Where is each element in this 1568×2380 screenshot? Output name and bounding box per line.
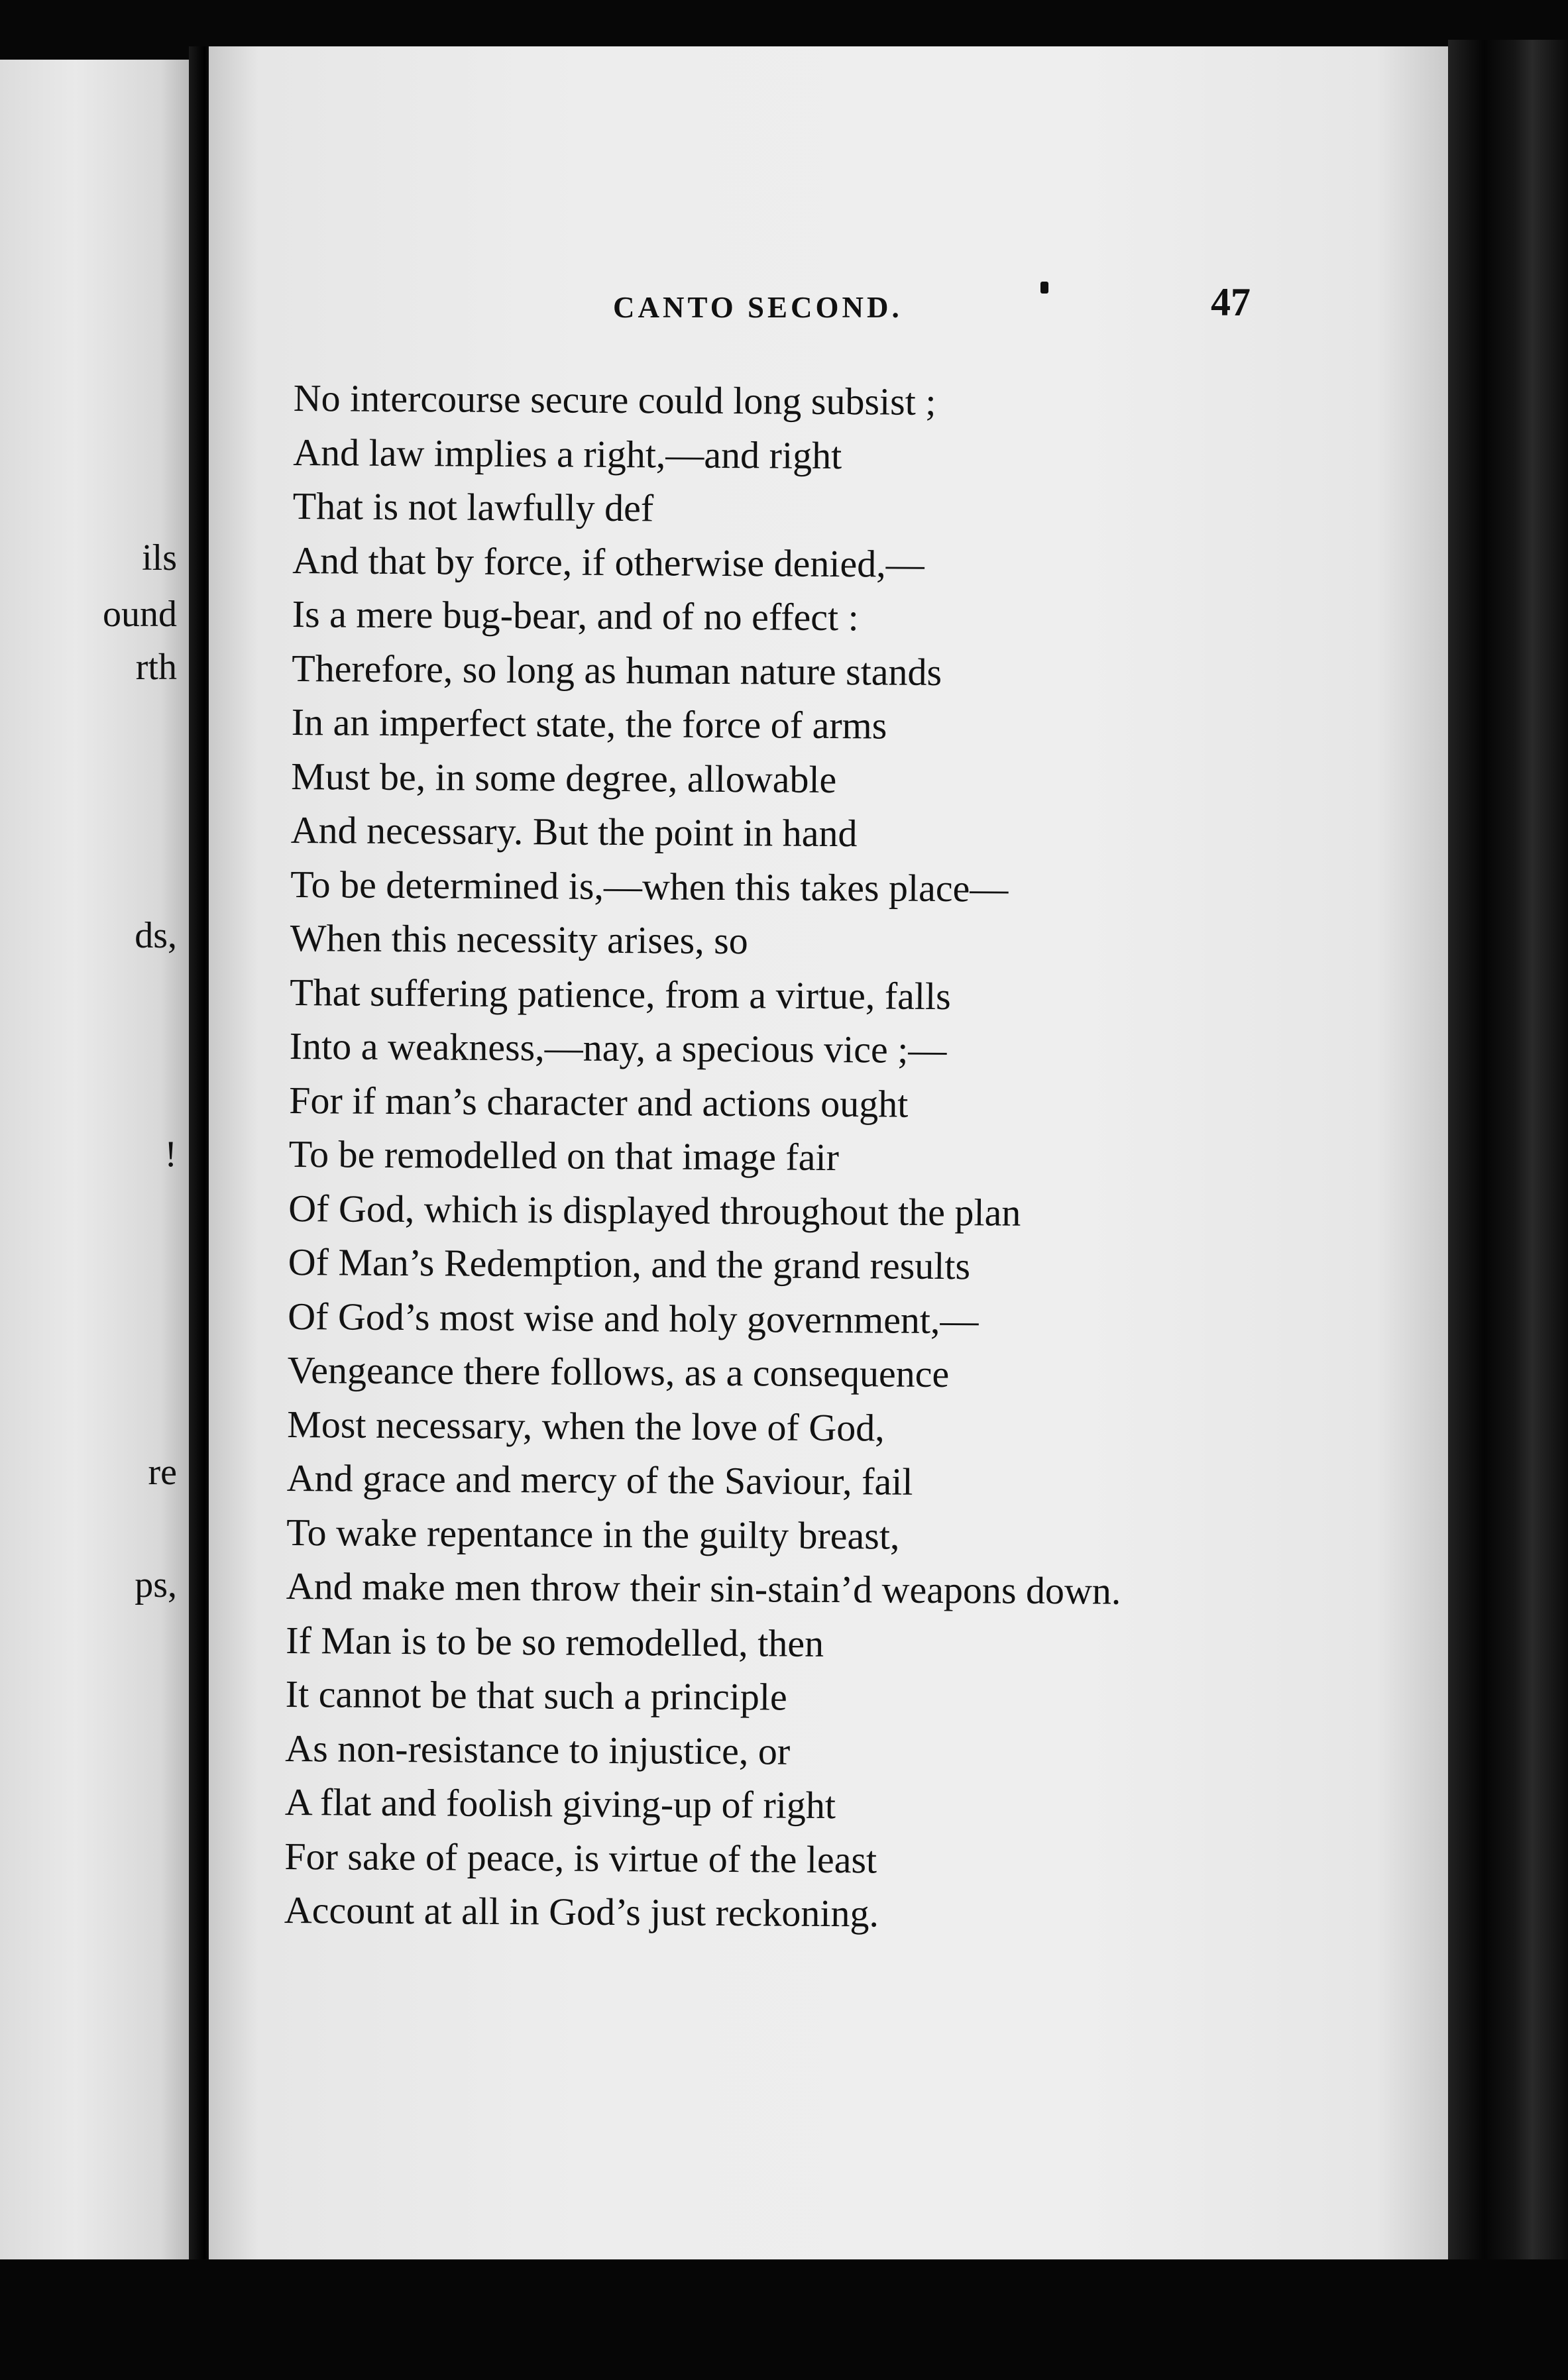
poem-line: No intercourse secure could long subsist ; (293, 376, 936, 423)
poem-line: Of Man’s Redemption, and the grand results (288, 1240, 971, 1288)
poem-text (284, 371, 1387, 1944)
poem-line: To be remodelled on that image fair (288, 1132, 840, 1179)
poem-line: And that by force, if otherwise denied,— (292, 538, 924, 586)
poem-line: That suffering patience, from a virtue, falls (290, 970, 951, 1018)
left-page-fragment: ! (164, 1134, 177, 1175)
left-page-fragment: ils (142, 537, 177, 578)
poem-line: For sake of peace, is virtue of the least (284, 1834, 877, 1881)
poem-line: Therefore, so long as human nature stands (292, 646, 942, 694)
poem-line: When this necessity arises, so (290, 916, 748, 963)
poem-line: Into a weakness,—nay, a specious vice ;— (289, 1024, 947, 1072)
left-page-text-fragments (0, 60, 189, 2299)
running-head: CANTO SECOND. (613, 291, 903, 324)
binding-edge (1448, 40, 1568, 2380)
poem-line: In an imperfect state, the force of arms (291, 700, 887, 747)
left-page-fragment: rth (135, 647, 177, 688)
poem-line: Of God, which is displayed throughout the plan (288, 1186, 1021, 1234)
poem-line: And grace and mercy of the Saviour, fail (286, 1456, 913, 1503)
poem-line: As non-resistance to injustice, or (285, 1726, 791, 1773)
bottom-shadow (0, 2259, 1568, 2380)
left-page-fragment: re (148, 1452, 177, 1493)
poem-line: It cannot be that such a principle (285, 1672, 787, 1719)
poem-line: That is not lawfully def (292, 484, 654, 530)
book-page (209, 46, 1451, 2259)
ink-speck (1040, 282, 1048, 294)
poem-line: To be determined is,—when this takes place— (290, 862, 1009, 910)
poem-line: Is a mere bug-bear, and of no effect : (292, 592, 859, 639)
poem-line: And make men throw their sin-stain’d weapons down. (286, 1564, 1121, 1613)
poem-line: Of God’s most wise and holy government,— (288, 1294, 979, 1342)
left-page-fragment: ps, (135, 1564, 177, 1605)
poem-line: For if man’s character and actions ought (289, 1078, 909, 1126)
left-facing-page (0, 60, 189, 2299)
poem-line: Must be, in some degree, allowable (291, 754, 837, 801)
poem-line: Most necessary, when the love of God, (287, 1402, 885, 1449)
poem-line: A flat and foolish giving-up of right (284, 1780, 836, 1827)
poem-line: And necessary. But the point in hand (290, 808, 858, 855)
left-page-fragment: ound (103, 594, 177, 635)
poem-line: Vengeance there follows, as a consequence (287, 1348, 950, 1396)
page-number: 47 (1211, 280, 1251, 324)
poem-line: And law implies a right,—and right (293, 430, 842, 477)
poem-line: If Man is to be so remodelled, then (286, 1618, 824, 1665)
poem-line: Account at all in God’s just reckoning. (284, 1888, 879, 1935)
left-page-fragment: ds, (135, 915, 177, 956)
poem-line: To wake repentance in the guilty breast, (286, 1510, 900, 1558)
